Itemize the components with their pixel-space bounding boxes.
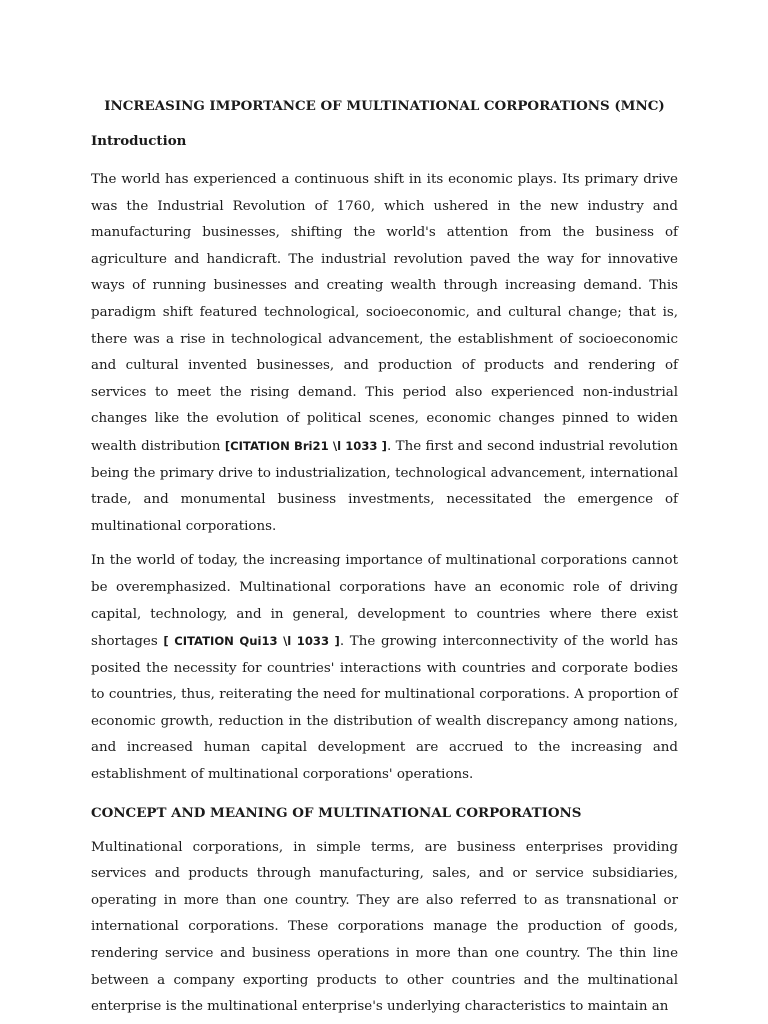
paragraph-intro-1: [91, 167, 678, 540]
document-page: [91, 96, 678, 1021]
paragraph-text: . The first and second industrial revolution being the primary drive to industrialization, technological advancement, international trade, and monumental business investments, necessitated the emergence of multinational corporations.: [91, 438, 678, 534]
paragraph-text: . The growing interconnectivity of the world has posited the necessity for countries' interactions with countries and corporate bodies to countries, thus, reiterating the need for multinational corporations. A proportion of economic growth, reduction in the distribution of wealth discrepancy among nations, and increased human capital development are accrued to the increasing and establishment of multinational corporations' operations.: [91, 634, 679, 783]
citation-field: [ CITATION Qui13 \l 1033 ]: [163, 634, 340, 649]
section-heading-introduction: Introduction: [91, 133, 187, 149]
paragraph-text: The world has experienced a continuous shift in its economic plays. Its primary drive was the Industrial Revolution of 1760, which ushered in the new industry and manufacturing businesses, shifting the world's attention from the business of agriculture and handicraft. The industrial revolution paved the way for innovative ways of running businesses and creating wealth through increasing demand. This paradigm shift featured technological, socioeconomic, and cultural change; that is, there was a rise in technological advancement, the establishment of socioeconomic and cultural invented businesses, and production of products and rendering of services to meet the rising demand. This period also experienced non-industrial changes like the evolution of political scenes, economic changes pinned to widen wealth distribution: [91, 172, 678, 454]
citation-field: [CITATION Bri21 \l 1033 ]: [224, 438, 387, 453]
document-title: INCREASING IMPORTANCE OF MULTINATIONAL CORPORATIONS (MNC): [104, 98, 665, 114]
paragraph-intro-2: [91, 548, 678, 788]
paragraph-concept-1: Multinational corporations, in simple terms, are business enterprises providing services and products through manufacturing, sales, and or service subsidiaries, operating in more than one country. They are also referred to as transnational or international corporations. These corporations manage the production of goods, rendering service and business operations in more than one country. The thin line between a company exporting products to other countries and the multinational enterprise is the multinational enterprise's underlying characteristics to maintain an: [91, 839, 678, 1015]
section-heading-concept: CONCEPT AND MEANING OF MULTINATIONAL CORPORATIONS: [91, 804, 582, 821]
paragraph-text: In the world of today, the increasing importance of multinational corporations cannot be overemphasized. Multinational corporations have an economic role of driving capital, technology, and in general, development to countries where there exist shortages: [91, 553, 678, 650]
